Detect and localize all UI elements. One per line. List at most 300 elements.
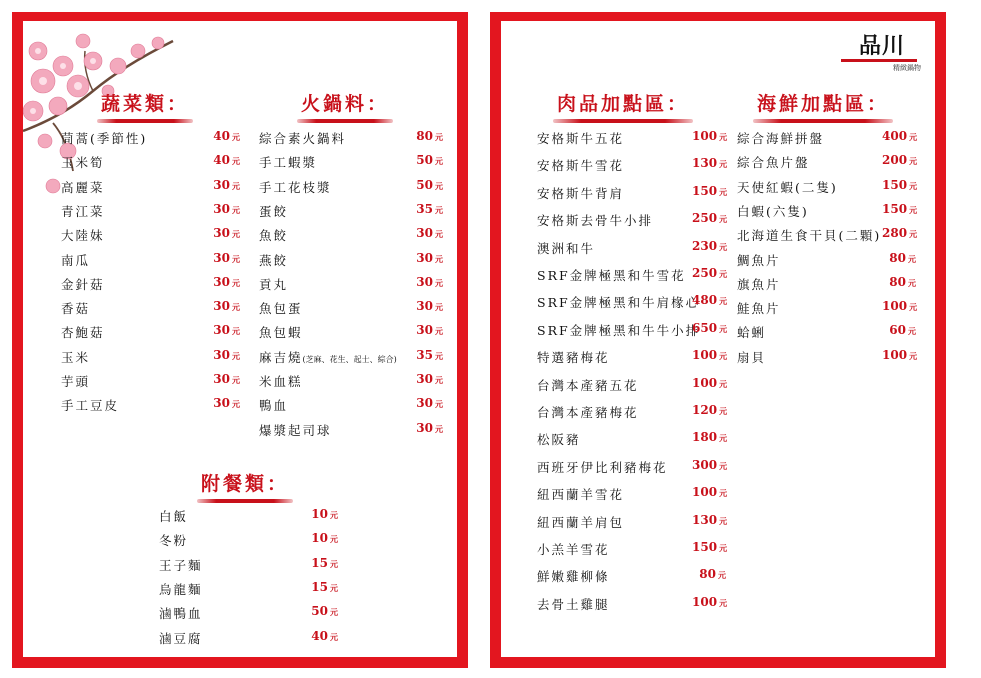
menu-item-name-text: 滷鴨血 [159,606,203,622]
menu-item-price-unit: 元 [909,204,918,215]
menu-item-name [537,567,610,585]
menu-item-name-text: 台灣本產豬梅花 [537,405,639,420]
veg-title-text: 蔬菜類： [101,93,190,115]
menu-item-price-value: 10 [311,507,328,521]
menu-item-name-text: 麻吉燒 [259,349,303,365]
menu-item-row [61,396,246,420]
menu-item-name [61,299,90,317]
menu-item-price [692,156,726,170]
menu-item-price-unit: 元 [719,597,728,608]
menu-item-price [409,153,443,167]
menu-item-price-value: 30 [416,274,433,289]
menu-item-name [159,629,203,647]
menu-item-name-text: 玉米筍 [61,155,105,171]
menu-item-row [537,239,732,266]
menu-item-price-unit: 元 [435,180,443,191]
menu-item-price [206,153,240,167]
menu-item-name [737,275,781,293]
menu-item-name-text: 貢丸 [259,276,289,292]
menu-item-row [537,184,732,211]
menu-item-name [537,430,581,448]
menu-item-name [259,178,332,196]
menu-item-name [61,348,90,366]
menu-item-name [61,251,90,269]
menu-item-row [259,323,449,347]
menu-item-price [409,226,443,240]
menu-item-row [537,293,732,320]
menu-item-price-value: 150 [692,183,718,198]
menu-item-price-unit: 元 [719,433,728,444]
menu-item-row [537,485,732,512]
menu-item-name [259,202,288,220]
menu-item-name [537,293,700,311]
menu-item-row [537,211,732,238]
menu-item-name [737,348,766,366]
menu-item-price-unit: 元 [908,277,916,288]
menu-item-price [206,396,240,410]
menu-item-price-unit: 元 [909,302,918,313]
menu-item-price-value: 150 [882,201,908,216]
menu-item-price [409,129,443,143]
menu-item-name-text: 燕餃 [259,252,289,268]
menu-page-right [490,12,946,668]
meat-title-text: 肉品加點區： [557,93,690,115]
menu-item-name-text: 金針菇 [61,276,105,292]
menu-item-price-value: 50 [416,177,433,192]
menu-item-price-unit: 元 [719,296,728,307]
menu-item-row [737,299,922,323]
menu-item-name [737,178,838,196]
menu-item-price [409,372,443,386]
menu-item-price-unit: 元 [719,323,728,334]
menu-item-price-value: 100 [882,299,908,314]
menu-item-row [159,580,344,604]
menu-item-price-value: 30 [416,396,433,411]
menu-item-row [259,299,449,323]
menu-item-name [159,531,188,549]
menu-item-name-text: 手工豆皮 [61,398,120,414]
menu-item-price [206,323,240,337]
menu-item-price-unit: 元 [330,631,338,642]
menu-item-price [409,299,443,313]
menu-item-price-value: 650 [692,320,718,335]
meat-section-title [557,89,689,116]
menu-item-price-value: 10 [311,531,328,546]
menu-item-name-text: 青江菜 [61,203,105,219]
menu-item-price-unit: 元 [435,277,443,288]
menu-item-price [692,485,726,499]
menu-item-price-value: 150 [692,540,718,554]
menu-item-price-value: 50 [311,604,328,619]
menu-item-name-text: 蛋餃 [259,203,289,219]
menu-item-name [737,129,824,147]
menu-item-name-text: 天使紅蝦(二隻) [737,179,838,195]
menu-item-name-text: 玉米 [61,349,91,365]
menu-item-price-value: 130 [692,512,718,527]
menu-item-name [259,348,397,366]
menu-item-price-unit: 元 [719,269,728,279]
menu-item-row [737,251,922,275]
menu-item-name-text: 鯛魚片 [737,252,781,268]
menu-item-name-text: 旗魚片 [737,276,781,292]
menu-item-price-value: 30 [213,347,230,362]
menu-item-price-value: 15 [311,555,328,570]
menu-item-name [61,275,105,293]
menu-item-row [259,178,449,202]
menu-item-name [537,458,668,476]
menu-item-price-unit: 元 [719,378,728,389]
menu-item-row [737,275,922,299]
menu-item-price-value: 30 [213,372,230,386]
menu-item-name-text: 白飯 [159,509,189,524]
menu-item-price [206,251,240,265]
menu-item-name-text: 紐西蘭羊肩包 [537,514,625,530]
menu-item-price [882,129,916,143]
menu-item-name-text: 米血糕 [259,374,303,389]
menu-item-name [259,323,303,341]
side-title-text: 附餐類： [201,473,290,495]
menu-item-price-unit: 元 [719,488,728,499]
menu-item-row [537,156,732,183]
menu-item-price [692,403,726,417]
menu-item-name [259,275,288,293]
menu-item-name-text: 安格斯牛雪花 [537,158,625,174]
menu-item-name-text: 安格斯牛五花 [537,131,625,146]
menu-item-price-value: 30 [213,177,230,192]
menu-item-price-unit: 元 [232,156,240,167]
menu-item-row [61,299,246,323]
menu-item-price-unit: 元 [435,204,443,215]
menu-item-name [159,556,203,574]
menu-item-price-value: 30 [213,396,230,411]
menu-page-right-inner [501,21,935,657]
menu-item-price [304,507,338,521]
side-title-underline [197,499,293,503]
menu-item-name-text: 魚包蛋 [259,301,303,317]
menu-item-price [692,184,726,198]
restaurant-logo [833,29,923,75]
menu-item-name [737,226,881,244]
menu-item-price-value: 15 [311,579,328,594]
menu-item-name-text: 王子麵 [159,557,203,573]
menu-item-price [692,567,726,581]
menu-item-name [537,540,610,558]
menu-item-price [882,226,916,240]
menu-item-price-value: 30 [416,420,433,435]
menu-item-name [537,184,624,202]
seafood-title-text: 海鮮加點區： [757,93,890,115]
menu-item-name [259,299,303,317]
menu-item-price-unit: 元 [330,558,338,569]
menu-item-price-value: 30 [213,226,230,241]
menu-item-price-unit: 元 [435,375,443,385]
menu-item-name [737,251,781,269]
menu-item-name-text: 特選豬梅花 [537,350,610,366]
menu-item-name [737,202,809,220]
menu-item-row [61,226,246,250]
menu-item-row [259,421,449,445]
menu-item-price-value: 100 [882,347,908,362]
menu-item-price-value: 80 [699,567,716,582]
menu-item-name [537,321,700,339]
menu-item-row [737,348,922,372]
menu-item-row [61,178,246,202]
menu-item-row [259,275,449,299]
menu-item-price-unit: 元 [909,132,918,142]
menu-item-name-text: 手工花枝漿 [259,179,332,195]
logo-underline [841,59,917,62]
meat-title-underline [553,119,693,123]
menu-item-price-unit: 元 [719,214,728,225]
menu-item-price-unit: 元 [435,399,443,410]
seafood-section-title [757,89,889,116]
menu-item-name-text: 芋頭 [61,374,91,389]
menu-item-name [537,513,624,531]
menu-item-price-unit: 元 [232,350,240,361]
menu-item-price-unit: 元 [719,406,728,416]
menu-item-name [61,129,147,147]
menu-item-row [537,513,732,540]
menu-item-price [206,299,240,313]
menu-item-name-text: SRF金牌極黑和牛雪花 [537,268,686,283]
menu-page-left-inner [23,21,457,657]
menu-item-price-value: 100 [692,485,718,500]
menu-item-price-value: 30 [213,274,230,289]
menu-item-name-text: 魚餃 [259,228,289,244]
menu-item-name [259,153,317,171]
menu-item-row [159,629,344,653]
menu-item-name-text: 綜合海鮮拼盤 [737,131,825,146]
menu-item-name [537,239,595,257]
menu-item-name [61,372,90,390]
menu-item-name-text: 安格斯去骨牛小排 [537,213,654,229]
menu-item-row [737,226,922,250]
menu-item-row [61,275,246,299]
menu-item-price-unit: 元 [232,204,240,215]
veg-section-title [101,89,189,116]
menu-item-name [737,153,810,171]
logo-mark: 品川 [858,33,905,59]
menu-item-name-text: 鮭魚片 [737,301,781,317]
menu-item-price [882,251,916,265]
veg-title-underline [97,119,193,123]
menu-item-name-text: 綜合魚片盤 [737,155,810,171]
menu-item-price-unit: 元 [330,534,338,545]
menu-item-price-value: 480 [692,293,718,308]
menu-item-row [259,348,449,372]
menu-item-row [737,202,922,226]
menu-item-price [692,540,726,554]
menu-item-price [882,299,916,313]
menu-item-name-text: 手工蝦漿 [259,155,318,171]
seafood-title-underline [753,119,893,123]
menu-item-price-unit: 元 [232,375,240,385]
menu-item-name-text: 扇貝 [737,349,767,365]
menu-item-price-unit: 元 [435,156,443,167]
menu-item-price-unit: 元 [908,326,916,337]
menu-item-price-value: 150 [882,177,908,192]
menu-item-name-text: 香菇 [61,301,91,317]
menu-item-name [537,403,639,421]
menu-item-row [61,251,246,275]
menu-item-row [537,266,732,293]
menu-item-price [692,239,726,253]
menu-item-row [159,531,344,555]
menu-item-price [304,629,338,643]
menu-item-name-text: 爆漿起司球 [259,422,332,438]
menu-item-price-value: 250 [692,266,718,280]
menu-item-price-unit: 元 [719,159,728,170]
menu-item-row [61,372,246,396]
logo-subtitle: 精緻鍋物 [893,64,921,72]
menu-item-price [206,129,240,143]
menu-item-price-unit: 元 [232,326,240,337]
menu-item-price-unit: 元 [435,302,443,313]
menu-item-row [259,372,449,396]
menu-item-price [692,129,726,143]
menu-item-row [737,178,922,202]
menu-item-name [61,323,105,341]
menu-item-price [409,421,443,435]
menu-item-price-value: 250 [692,211,718,226]
menu-item-price-value: 100 [692,594,718,609]
menu-item-price-unit: 元 [435,253,443,264]
menu-item-price [692,595,726,609]
menu-item-price [409,323,443,337]
menu-item-row [61,323,246,347]
menu-item-name [159,507,188,525]
menu-item-price-value: 40 [213,129,230,143]
menu-item-price-value: 30 [213,201,230,216]
menu-item-price-unit: 元 [719,515,728,526]
menu-item-price-value: 400 [882,129,908,143]
menu-item-name-text: 南瓜 [61,252,91,268]
menu-item-name [259,421,332,439]
menu-item-price-value: 30 [213,299,230,314]
menu-item-row [159,507,344,531]
menu-item-price-unit: 元 [719,241,728,252]
menu-item-name [259,129,346,147]
menu-item-name [61,202,105,220]
menu-item-price-value: 200 [882,153,908,168]
menu-item-name [537,156,624,174]
menu-item-row [737,323,922,347]
menu-item-name-text: 高麗菜 [61,179,105,195]
menu-item-name-text: 松阪豬 [537,432,581,448]
menu-item-name [61,396,119,414]
menu-item-price [206,202,240,216]
menu-item-price-value: 30 [416,250,433,265]
menu-item-price-value: 50 [416,153,433,168]
menu-item-name-text: 魚包蝦 [259,325,303,341]
menu-item-name-text: 冬粉 [159,533,189,549]
menu-item-price [692,376,726,390]
menu-item-price-unit: 元 [232,302,240,313]
menu-item-price-value: 30 [416,299,433,314]
menu-item-row [61,129,246,153]
menu-item-name [259,251,288,269]
menu-item-price [206,372,240,386]
menu-item-price-value: 100 [692,348,718,363]
menu-item-price-unit: 元 [719,351,728,362]
menu-item-name [537,595,610,613]
menu-item-name-text: 滷豆腐 [159,630,203,646]
menu-item-price [882,202,916,216]
menu-item-row [537,129,732,156]
menu-item-name-text: SRF金牌極黑和牛牛小排 [537,322,701,338]
menu-item-row [259,226,449,250]
menu-item-row [61,153,246,177]
menu-item-price-unit: 元 [909,180,918,191]
menu-item-price-unit: 元 [719,460,728,471]
menu-item-name-text: 綜合素火鍋料 [259,131,347,146]
menu-item-row [537,430,732,457]
menu-item-name [537,266,686,284]
menu-item-name [737,299,781,317]
menu-item-price [409,396,443,410]
menu-item-row [61,348,246,372]
menu-item-price-unit: 元 [909,229,918,240]
menu-item-note: (芝麻、花生、起士、綜合) [302,354,397,364]
menu-item-price-value: 40 [213,153,230,168]
menu-item-price [304,580,338,594]
menu-item-price-unit: 元 [232,277,240,288]
menu-item-price [409,251,443,265]
hotpot-title-underline [297,119,393,123]
menu-item-price-value: 35 [416,201,433,216]
menu-item-name [537,211,653,229]
menu-item-price [882,323,916,337]
menu-item-price [692,266,726,280]
menu-item-price [692,293,726,307]
menu-item-price [692,348,726,362]
menu-item-price-unit: 元 [330,510,338,520]
menu-item-row [159,604,344,628]
menu-item-price-value: 130 [692,156,718,171]
menu-item-row [537,458,732,485]
menu-item-price-unit: 元 [718,570,726,581]
menu-item-price [206,178,240,192]
menu-item-price-value: 30 [213,323,230,338]
menu-item-price [409,275,443,289]
menu-item-price-value: 230 [692,238,718,253]
menu-item-name [61,178,105,196]
menu-item-price-value: 180 [692,430,718,445]
menu-item-price-value: 30 [416,226,433,241]
menu-item-name-text: 白蝦(六隻) [737,203,809,219]
menu-item-price [206,348,240,362]
menu-item-row [159,556,344,580]
menu-item-price-unit: 元 [909,156,918,167]
menu-item-price-value: 100 [692,129,718,143]
menu-item-price [206,275,240,289]
menu-item-price [304,604,338,618]
menu-item-price-unit: 元 [719,543,728,553]
menu-item-name-text: 大陸妹 [61,228,105,244]
menu-item-price [304,531,338,545]
menu-item-row [259,153,449,177]
menu-item-name-text: 澳洲和牛 [537,240,596,256]
menu-item-price [692,430,726,444]
menu-item-price [206,226,240,240]
menu-item-price-unit: 元 [330,582,338,593]
menu-item-row [537,403,732,430]
menu-item-price-unit: 元 [909,350,918,361]
menu-item-name-text: 台灣本產豬五花 [537,377,639,393]
menu-item-row [537,567,732,594]
menu-item-price-unit: 元 [719,132,728,142]
menu-item-name [61,153,105,171]
